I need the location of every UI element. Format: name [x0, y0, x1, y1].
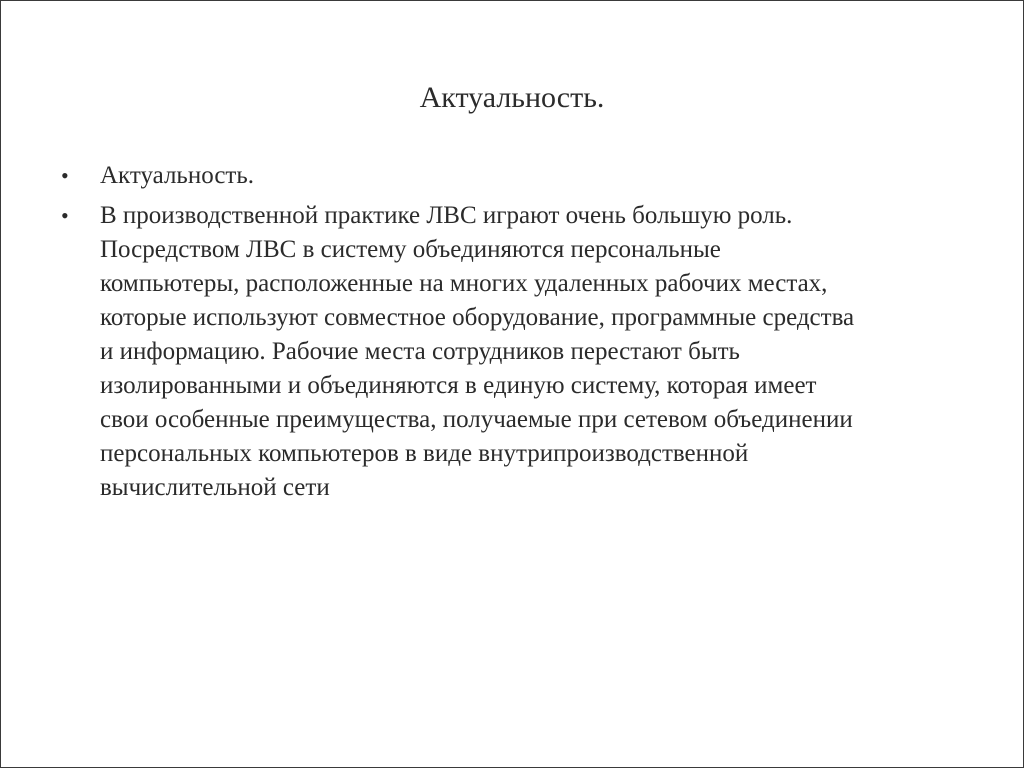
bullet-dot-icon: •: [61, 203, 69, 228]
bullet-line: и информацию. Рабочие места сотрудников перестают быть: [100, 338, 740, 365]
bullet-item-1: [61, 159, 971, 193]
bullet-list: [61, 159, 971, 505]
bullet-item-2: [61, 199, 971, 505]
bullet-dot-icon: •: [61, 163, 69, 188]
bullet-line: компьютеры, расположенные на многих удаленных рабочих местах,: [100, 270, 828, 297]
bullet-line: персональных компьютеров в виде внутрипроизводственной: [100, 440, 749, 467]
bullet-line: изолированными и объединяются в единую систему, которая имеет: [100, 372, 817, 399]
slide-title: Актуальность.: [419, 81, 605, 114]
bullet-line: В производственной практике ЛВС играют очень большую роль.: [100, 202, 793, 229]
bullet-text: Актуальность.: [100, 162, 255, 189]
bullet-line: вычислительной сети: [100, 474, 330, 501]
bullet-line: Посредством ЛВС в систему объединяются персональные: [100, 236, 721, 263]
bullet-line: свои особенные преимущества, получаемые при сетевом объединении: [100, 406, 853, 433]
bullet-line: которые используют совместное оборудование, программные средства: [100, 304, 855, 331]
